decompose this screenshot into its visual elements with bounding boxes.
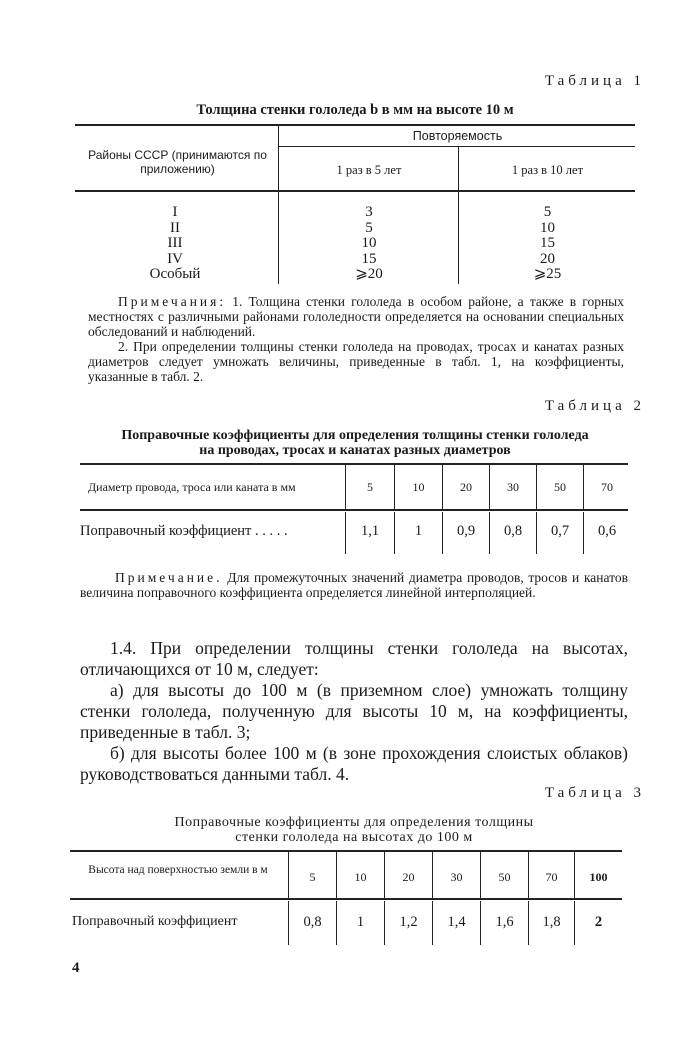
section-item-b: б) для высоты более 100 м (в зоне прохождения слоистых облаков) руководствоваться данными табл. 4.	[80, 743, 628, 784]
table1-divider	[278, 192, 279, 284]
table1-v10: 15	[540, 235, 555, 251]
table3-height: 5	[309, 870, 316, 884]
table2-coefficient: 1	[414, 523, 423, 539]
table2-diameter: 20	[460, 480, 472, 494]
section-item-a: а) для высоты до 100 м (в приземном слое) умножать толщину стенки гололеда, полученную для высоты 10 м, на коэффициенты, приведенные в табл. 3;	[80, 680, 628, 742]
table1-v10: 10	[540, 219, 555, 236]
note-2: 2. При определении толщины стенки гололеда на проводах, тросах и канатах разных диаметров следует умножать величины, приведенные в табл. 1, на коэффициенты, указанные в табл. 2.	[88, 339, 624, 384]
table2-coefficient: 1,1	[360, 523, 380, 539]
table2-title-line1: Поправочные коэффициенты для определения толщины стенки гололеда	[121, 428, 589, 443]
notes-title: Примечания:	[118, 294, 227, 309]
table2-note-text: Для промежуточных значений диаметра проводов, тросов и канатов величина поправочного коэффициента определяется линейной интерполяцией.	[80, 570, 628, 600]
table2-mid-rule	[80, 509, 628, 511]
table3-height: 30	[450, 870, 463, 884]
table1-region: IV	[167, 250, 183, 267]
table1-v10: 20	[540, 250, 555, 267]
table2-diameter: 70	[601, 480, 613, 494]
table1-region-column	[100, 205, 250, 283]
table1-region: I	[172, 204, 178, 220]
section-1-4	[80, 638, 628, 785]
table2-label: Таблица 2	[544, 398, 645, 414]
table2-diameter: 30	[507, 480, 519, 494]
table1-region: III	[167, 235, 183, 251]
table3-label: Таблица 3	[544, 785, 645, 801]
table1-divider	[278, 125, 279, 190]
table3-height: 10	[354, 870, 367, 884]
table2-diameter: 50	[554, 480, 566, 494]
table1-v5: 10	[361, 235, 377, 251]
table1-v5-column	[280, 205, 458, 283]
table1-divider	[458, 146, 459, 190]
table1-region: Особый	[149, 266, 201, 282]
table3-mid-rule	[70, 898, 622, 900]
table2-diameter: 10	[412, 480, 425, 494]
table1-col-10: 1 раз в 10 лет	[511, 163, 584, 177]
table3-coefficient: 2	[594, 914, 603, 930]
table2-note	[80, 570, 628, 600]
page-number: 4	[72, 960, 80, 976]
table3-top-rule	[70, 850, 622, 852]
table2-note-title: Примечание.	[115, 570, 223, 585]
table1-v5: ⩾20	[355, 266, 383, 282]
table2-diameter: 5	[367, 480, 373, 494]
table1-label: Таблица 1	[544, 73, 645, 89]
table3-coefficient: 0,8	[303, 914, 322, 930]
table1-header-rule	[75, 190, 635, 192]
table3-coefficient: 1,4	[447, 914, 466, 930]
table2-coefficient: 0,9	[456, 523, 476, 539]
table1-v5: 3	[365, 204, 373, 220]
table3-title-line1: Поправочные коэффициенты для определения толщины	[174, 815, 534, 830]
table3-coefficient: 1,8	[542, 914, 561, 930]
table1-v5: 15	[361, 250, 377, 267]
table2-title	[70, 428, 640, 458]
table1-v10-column	[460, 205, 635, 283]
table1-top-rule	[75, 124, 635, 126]
table3-height: 20	[402, 870, 415, 884]
table2-header-label: Диаметр провода, троса или каната в мм	[88, 480, 296, 494]
table2-top-rule	[80, 463, 628, 465]
table1-region: II	[170, 219, 180, 236]
table1-v5: 5	[365, 219, 373, 236]
table3-height: 50	[498, 870, 511, 884]
table2-title-line2: на проводах, тросах и канатах разных диаметров	[199, 443, 511, 458]
table3-title-line2: стенки гололеда на высотах до 100 м	[235, 830, 473, 845]
table3-height: 70	[545, 870, 558, 884]
table1-v10: ⩾25	[533, 266, 562, 282]
table1-col-region: Районы СССР (принимаются по приложению)	[88, 148, 267, 176]
table2-row-label: Поправочный коэффициент . . . . .	[80, 523, 288, 539]
table1-notes	[88, 294, 624, 384]
table3-coefficient: 1	[356, 914, 365, 930]
table2-coefficient: 0,6	[597, 523, 617, 539]
table3-header-label: Высота над поверхностью земли в м	[88, 864, 268, 876]
table2-coefficient: 0,8	[503, 523, 523, 539]
table3-coefficient: 1,2	[399, 914, 418, 930]
section-paragraph: 1.4. При определении толщины стенки гололеда на высотах, отличающихся от 10 м, следует:	[80, 638, 628, 679]
table2-coefficient: 0,7	[550, 523, 570, 539]
table1-v10: 5	[543, 204, 552, 220]
table1-divider	[458, 192, 459, 284]
table1-title: Толщина стенки гололеда b в мм на высоте 10 м	[196, 102, 514, 118]
table1-col-5: 1 раз в 5 лет	[336, 163, 402, 177]
table1-col-group: Повторяемость	[412, 129, 503, 143]
note-1: 1. Толщина стенки гололеда в особом районе, а также в горных местностях с различными районами гололедности определяется на основании специальных обследований и наблюдений.	[88, 294, 624, 339]
table3-title	[80, 815, 628, 845]
table1-group-rule	[278, 146, 635, 147]
table3-row-label: Поправочный коэффициент	[72, 914, 238, 929]
table3-height: 100	[589, 870, 608, 884]
table3-coefficient: 1,6	[495, 914, 514, 930]
